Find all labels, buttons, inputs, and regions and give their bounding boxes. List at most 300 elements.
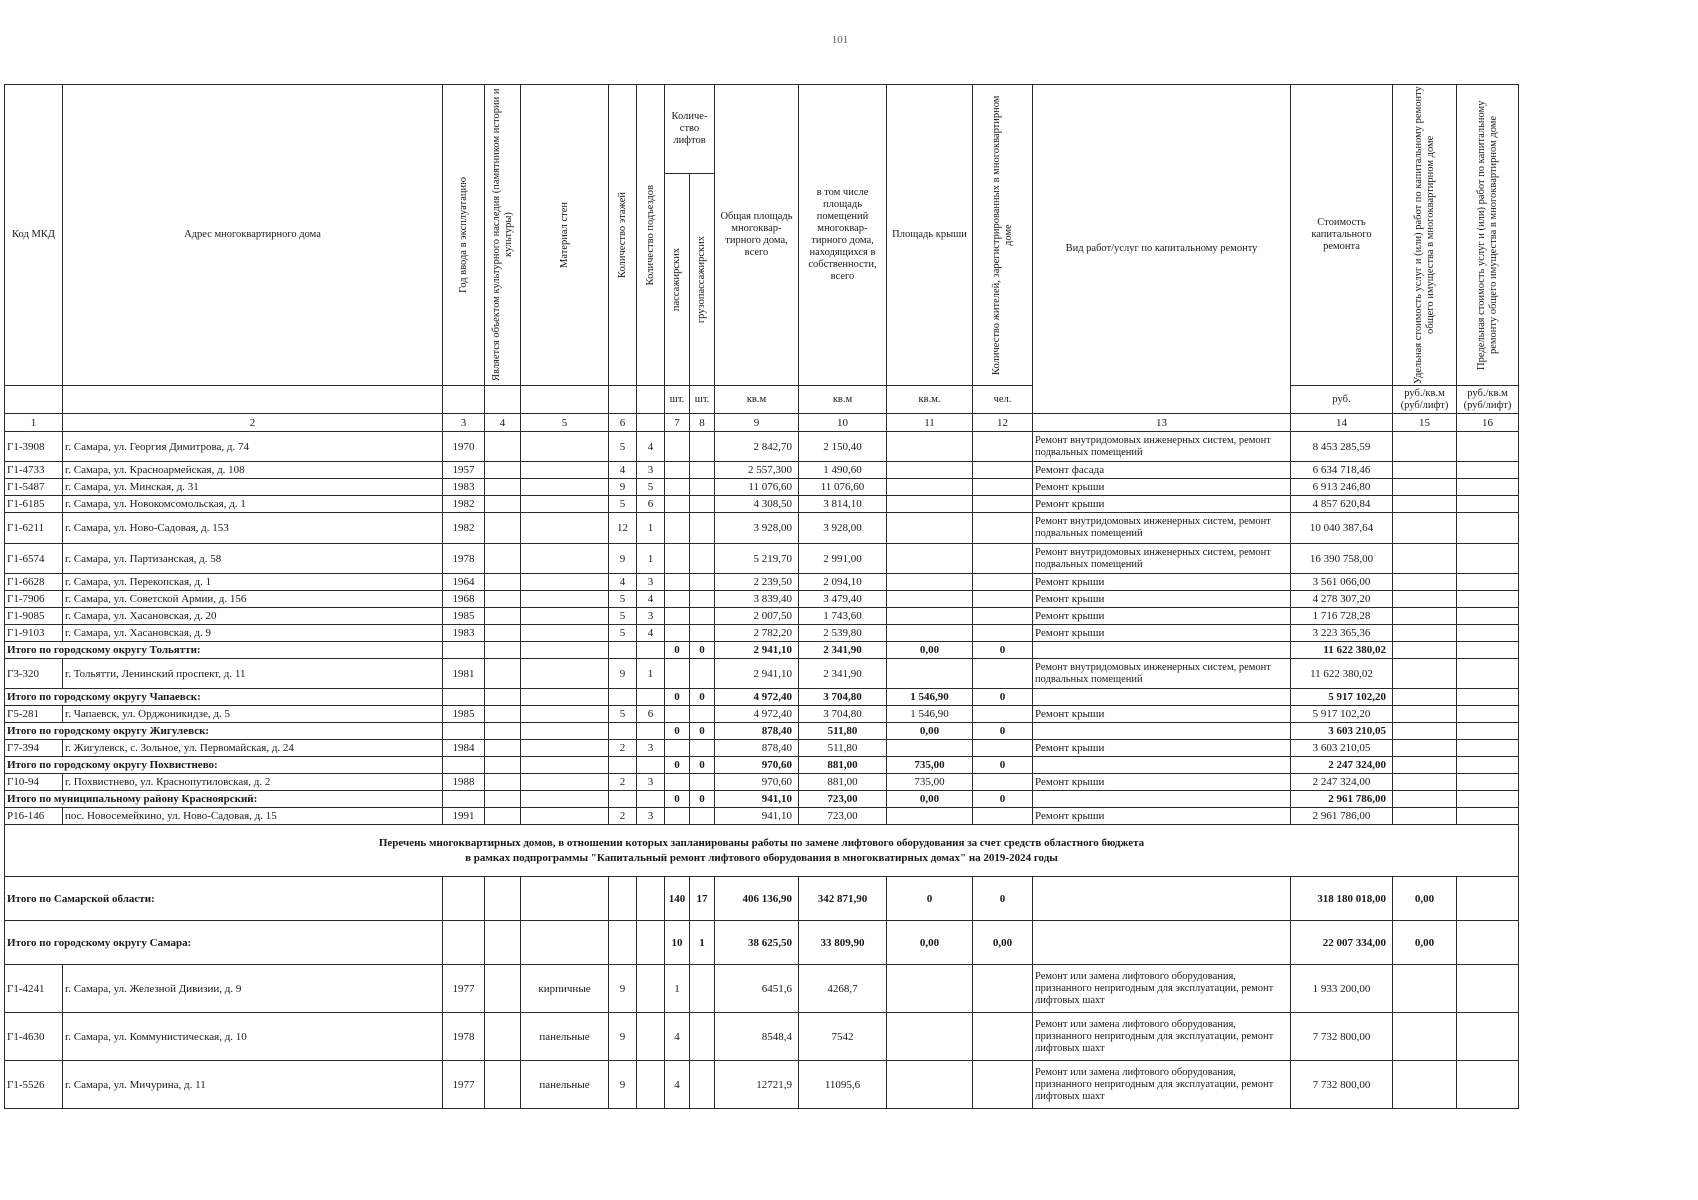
cell-total-area: 12721,9 (715, 1061, 799, 1109)
total-area: 941,10 (715, 791, 799, 808)
cell-owned-area: 1 743,60 (799, 608, 887, 625)
cell-owned-area: 7542 (799, 1013, 887, 1061)
cell-work-type: Ремонт крыши (1033, 774, 1291, 791)
cell-passenger (665, 462, 690, 479)
table-cell (1457, 965, 1519, 1013)
total-passenger: 0 (665, 642, 690, 659)
cell-passenger (665, 544, 690, 574)
cell-total-area: 5 219,70 (715, 544, 799, 574)
table-cell (485, 791, 521, 808)
cell-code: Г1-7906 (5, 591, 63, 608)
page-number: 101 (831, 34, 849, 46)
cell-cost: 3 223 365,36 (1291, 625, 1393, 642)
table-cell (1393, 574, 1457, 591)
cell-code: Г1-9085 (5, 608, 63, 625)
cell-passenger (665, 808, 690, 825)
unit-sqm: кв.м (715, 386, 799, 414)
total-cost: 318 180 018,00 (1291, 877, 1393, 921)
cell-cost: 4 857 620,84 (1291, 496, 1393, 513)
cell-material (521, 479, 609, 496)
section-title-line: Перечень многоквартирных домов, в отношении которых запланированы работы по замене лифтового оборудования за счет средств областного бюджета (378, 836, 1145, 849)
table-cell (1393, 544, 1457, 574)
cell-floors: 4 (609, 574, 637, 591)
cell-cost: 2 961 786,00 (1291, 808, 1393, 825)
cell-passenger: 4 (665, 1061, 690, 1109)
table-cell (690, 808, 715, 825)
table-cell (1393, 1013, 1457, 1061)
table-cell (485, 513, 521, 544)
total-label: Итого по городскому округу Жигулевск: (5, 723, 443, 740)
table-cell (521, 757, 609, 774)
total-freight: 0 (690, 642, 715, 659)
table-cell (1393, 591, 1457, 608)
table-row (5, 706, 1519, 723)
total-residents: 0 (973, 689, 1033, 706)
column-numbers-row (5, 414, 1519, 432)
table-cell (690, 479, 715, 496)
cell-work-type: Ремонт внутридомовых инженерных систем, ремонт подвальных помещений (1033, 513, 1291, 544)
table-cell (690, 544, 715, 574)
table-cell (485, 591, 521, 608)
cell-work-type: Ремонт внутридомовых инженерных систем, ремонт подвальных помещений (1033, 659, 1291, 689)
cell-year: 1983 (443, 625, 485, 642)
total-area: 970,60 (715, 757, 799, 774)
table-cell (521, 921, 609, 965)
table-cell (521, 723, 609, 740)
table-cell (1457, 625, 1519, 642)
cell-floors: 5 (609, 432, 637, 462)
total-unit-cost (1393, 723, 1457, 740)
table-cell (1457, 808, 1519, 825)
cell-owned-area: 3 704,80 (799, 706, 887, 723)
cell-material (521, 591, 609, 608)
total-roof-area: 0,00 (887, 723, 973, 740)
cell-year: 1957 (443, 462, 485, 479)
cell-floors: 2 (609, 774, 637, 791)
cell-roof-area (887, 1061, 973, 1109)
column-number: 2 (63, 414, 443, 432)
table-cell (1457, 496, 1519, 513)
total-cost: 2 961 786,00 (1291, 791, 1393, 808)
total-residents: 0 (973, 791, 1033, 808)
table-cell (1457, 1013, 1519, 1061)
table-cell (1457, 544, 1519, 574)
cell-year: 1982 (443, 513, 485, 544)
cell-passenger (665, 496, 690, 513)
cell-entrances: 1 (637, 544, 665, 574)
cell-roof-area (887, 965, 973, 1013)
cell-work-type: Ремонт крыши (1033, 479, 1291, 496)
cell-entrances: 3 (637, 808, 665, 825)
total-owned-area: 881,00 (799, 757, 887, 774)
cell-cost: 5 917 102,20 (1291, 706, 1393, 723)
total-unit-cost (1393, 757, 1457, 774)
cell-cost: 11 622 380,02 (1291, 659, 1393, 689)
cell-year: 1977 (443, 965, 485, 1013)
cell-work-type: Ремонт крыши (1033, 608, 1291, 625)
table-cell (609, 921, 637, 965)
total-area: 4 972,40 (715, 689, 799, 706)
table-cell (485, 659, 521, 689)
header-owned-area: в том числе площадь помещений многоквар-тирного дома, находящихся в собственности, всего (799, 85, 887, 386)
cell-owned-area: 2 094,10 (799, 574, 887, 591)
cell-address: г. Тольятти, Ленинский проспект, д. 11 (63, 659, 443, 689)
cell-cost: 4 278 307,20 (1291, 591, 1393, 608)
unit-pcs: шт. (665, 386, 690, 414)
total-label: Итого по городскому округу Самара: (5, 921, 443, 965)
table-cell (637, 723, 665, 740)
cell-year: 1984 (443, 740, 485, 757)
table-cell (1457, 740, 1519, 757)
cell-floors: 9 (609, 659, 637, 689)
total-owned-area: 3 704,80 (799, 689, 887, 706)
cell-material (521, 574, 609, 591)
column-number: 11 (887, 414, 973, 432)
cell-floors: 9 (609, 479, 637, 496)
cell-work-type: Ремонт крыши (1033, 808, 1291, 825)
table-cell (485, 808, 521, 825)
cell-material: кирпичные (521, 965, 609, 1013)
table-cell (637, 921, 665, 965)
total-row (5, 689, 1519, 706)
cell-work-type: Ремонт крыши (1033, 706, 1291, 723)
total-passenger: 0 (665, 791, 690, 808)
table-cell (690, 740, 715, 757)
total-roof-area: 0 (887, 877, 973, 921)
cell-floors: 2 (609, 740, 637, 757)
cell-work-type: Ремонт крыши (1033, 625, 1291, 642)
table-cell (973, 965, 1033, 1013)
cell-address: г. Самара, ул. Новокомсомольская, д. 1 (63, 496, 443, 513)
cell-owned-area: 881,00 (799, 774, 887, 791)
total-label: Итого по городскому округу Тольятти: (5, 642, 443, 659)
cell-owned-area: 1 490,60 (799, 462, 887, 479)
cell-code: Г1-4630 (5, 1013, 63, 1061)
header-freight: грузопассажирских (690, 173, 715, 385)
cell-code: Г3-320 (5, 659, 63, 689)
table-cell (443, 791, 485, 808)
section-title-line: в рамках подпрограммы "Капитальный ремонт лифтового оборудования в многокватирных домах" на 2019-2024 годы (465, 851, 1058, 864)
cell-address: г. Самара, ул. Минская, д. 31 (63, 479, 443, 496)
table-cell (485, 1061, 521, 1109)
cell-entrances: 3 (637, 740, 665, 757)
table-cell (973, 462, 1033, 479)
cell-code: Г1-6574 (5, 544, 63, 574)
cell-owned-area: 3 814,10 (799, 496, 887, 513)
cell-floors: 5 (609, 591, 637, 608)
table-cell (690, 574, 715, 591)
section-title (5, 825, 1519, 877)
cell-total-area: 4 308,50 (715, 496, 799, 513)
total-row (5, 757, 1519, 774)
cell-entrances: 6 (637, 496, 665, 513)
table-cell (690, 965, 715, 1013)
total-row (5, 723, 1519, 740)
cell-owned-area: 723,00 (799, 808, 887, 825)
units-row (5, 386, 1519, 414)
total-label: Итого по городскому округу Чапаевск: (5, 689, 443, 706)
cell-work-type: Ремонт крыши (1033, 574, 1291, 591)
header-lifts: Количе-ство лифтов (665, 85, 715, 174)
cell-year: 1985 (443, 608, 485, 625)
table-cell (973, 659, 1033, 689)
cell-material (521, 740, 609, 757)
header-roof-area: Площадь крыши (887, 85, 973, 386)
total-roof-area: 1 546,90 (887, 689, 973, 706)
table-cell (637, 689, 665, 706)
cell-work-type: Ремонт крыши (1033, 740, 1291, 757)
table-row (5, 574, 1519, 591)
table-cell (521, 877, 609, 921)
table-cell (1457, 574, 1519, 591)
table-cell (1393, 740, 1457, 757)
cell-roof-area (887, 479, 973, 496)
total-area: 406 136,90 (715, 877, 799, 921)
cell-year: 1991 (443, 808, 485, 825)
cell-passenger (665, 740, 690, 757)
table-cell (443, 921, 485, 965)
table-cell (973, 706, 1033, 723)
cell-code: Г1-4241 (5, 965, 63, 1013)
table-cell (485, 689, 521, 706)
cell-work-type: Ремонт внутридомовых инженерных систем, ремонт подвальных помещений (1033, 432, 1291, 462)
cell-year: 1988 (443, 774, 485, 791)
cell-address: г. Самара, ул. Мичурина, д. 11 (63, 1061, 443, 1109)
column-number: 15 (1393, 414, 1457, 432)
table-cell (973, 544, 1033, 574)
cell-roof-area (887, 1013, 973, 1061)
table-cell (1457, 462, 1519, 479)
table-cell (1033, 921, 1291, 965)
cell-entrances (637, 1013, 665, 1061)
table-cell (1457, 921, 1519, 965)
table-row (5, 462, 1519, 479)
table-cell (690, 513, 715, 544)
total-freight: 0 (690, 689, 715, 706)
cell-roof-area: 1 546,90 (887, 706, 973, 723)
total-passenger: 0 (665, 723, 690, 740)
table-cell (485, 496, 521, 513)
cell-roof-area (887, 496, 973, 513)
total-residents: 0 (973, 723, 1033, 740)
cell-address: г. Самара, ул. Георгия Димитрова, д. 74 (63, 432, 443, 462)
table-cell (1033, 642, 1291, 659)
table-cell (1457, 513, 1519, 544)
table-cell (1457, 591, 1519, 608)
total-freight: 0 (690, 723, 715, 740)
table-cell (443, 689, 485, 706)
total-passenger: 140 (665, 877, 690, 921)
total-row (5, 642, 1519, 659)
table-cell (690, 1061, 715, 1109)
table-cell (1393, 513, 1457, 544)
table-cell (1457, 642, 1519, 659)
cell-roof-area (887, 659, 973, 689)
table-cell (973, 591, 1033, 608)
table-cell (485, 757, 521, 774)
cell-cost: 7 732 800,00 (1291, 1061, 1393, 1109)
table-row (5, 513, 1519, 544)
table-row (5, 659, 1519, 689)
table-cell (690, 432, 715, 462)
cell-work-type: Ремонт или замена лифтового оборудования, признанного непригодным для эксплуатации, ремонт лифтовых шахт (1033, 965, 1291, 1013)
cell-cost: 1 933 200,00 (1291, 965, 1393, 1013)
table-cell (485, 574, 521, 591)
table-cell (485, 642, 521, 659)
table-cell (521, 791, 609, 808)
cell-owned-area: 511,80 (799, 740, 887, 757)
cell-code: Г1-5526 (5, 1061, 63, 1109)
cell-entrances (637, 965, 665, 1013)
cell-total-area: 11 076,60 (715, 479, 799, 496)
total-roof-area: 735,00 (887, 757, 973, 774)
total-owned-area: 2 341,90 (799, 642, 887, 659)
cell-floors: 9 (609, 1013, 637, 1061)
table-cell (443, 723, 485, 740)
cell-passenger (665, 432, 690, 462)
cell-floors: 9 (609, 1061, 637, 1109)
table-cell (1393, 608, 1457, 625)
cell-cost: 6 913 246,80 (1291, 479, 1393, 496)
cell-owned-area: 2 341,90 (799, 659, 887, 689)
cell-total-area: 2 007,50 (715, 608, 799, 625)
cell-address: пос. Новосемейкино, ул. Ново-Садовая, д. 15 (63, 808, 443, 825)
table-cell (973, 574, 1033, 591)
cell-address: г. Чапаевск, ул. Орджоникидзе, д. 5 (63, 706, 443, 723)
table-row (5, 432, 1519, 462)
cell-year: 1978 (443, 1013, 485, 1061)
cell-address: г. Самара, ул. Ново-Садовая, д. 153 (63, 513, 443, 544)
table-cell (973, 740, 1033, 757)
cell-entrances: 3 (637, 774, 665, 791)
total-owned-area: 342 871,90 (799, 877, 887, 921)
table-cell (1457, 877, 1519, 921)
cell-total-area: 878,40 (715, 740, 799, 757)
total-unit-cost (1393, 791, 1457, 808)
total-roof-area: 0,00 (887, 921, 973, 965)
cell-material: панельные (521, 1061, 609, 1109)
total-freight: 1 (690, 921, 715, 965)
total-label: Итого по муниципальному району Красноярский: (5, 791, 443, 808)
column-number: 16 (1457, 414, 1519, 432)
table-cell (1393, 496, 1457, 513)
table-cell (973, 1061, 1033, 1109)
total-area: 878,40 (715, 723, 799, 740)
table-cell (1033, 791, 1291, 808)
total-unit-cost (1393, 689, 1457, 706)
cell-cost: 2 247 324,00 (1291, 774, 1393, 791)
cell-address: г. Похвистнево, ул. Краснопутиловская, д. 2 (63, 774, 443, 791)
cell-roof-area (887, 625, 973, 642)
header-total-area: Общая площадь многоквар-тирного дома, всего (715, 85, 799, 386)
table-row (5, 544, 1519, 574)
column-number: 4 (485, 414, 521, 432)
total-owned-area: 723,00 (799, 791, 887, 808)
cell-material: панельные (521, 1013, 609, 1061)
cell-roof-area (887, 574, 973, 591)
table-cell (1457, 1061, 1519, 1109)
total-residents: 0 (973, 877, 1033, 921)
cell-owned-area: 3 479,40 (799, 591, 887, 608)
cell-passenger (665, 608, 690, 625)
total-label: Итого по городскому округу Похвистнево: (5, 757, 443, 774)
header-code: Код МКД (5, 85, 63, 386)
header-passenger: пассажирских (665, 173, 690, 385)
cell-code: Г7-394 (5, 740, 63, 757)
table-cell (1457, 791, 1519, 808)
cell-passenger (665, 591, 690, 608)
table-cell (973, 1013, 1033, 1061)
cell-address: г. Самара, ул. Железной Дивизии, д. 9 (63, 965, 443, 1013)
cell-material (521, 625, 609, 642)
total-cost: 3 603 210,05 (1291, 723, 1393, 740)
total-cost: 22 007 334,00 (1291, 921, 1393, 965)
unit-rub: руб. (1291, 386, 1393, 414)
table-cell (485, 432, 521, 462)
total-passenger: 0 (665, 689, 690, 706)
cell-year: 1968 (443, 591, 485, 608)
header-heritage: Является объектом культурного наследия (памятником истории и культуры) (485, 85, 521, 386)
cell-code: Г1-6185 (5, 496, 63, 513)
cell-floors: 4 (609, 462, 637, 479)
table-cell (1457, 774, 1519, 791)
cell-total-area: 941,10 (715, 808, 799, 825)
table-row (5, 608, 1519, 625)
table-row (5, 808, 1519, 825)
table-cell (485, 877, 521, 921)
cell-entrances: 5 (637, 479, 665, 496)
unit-sqm: кв.м (799, 386, 887, 414)
table-cell (1457, 689, 1519, 706)
header-limit-cost: Предельная стоимость услуг и (или) работ по капитальному ремонту общего имущества в многоквартирном доме (1457, 85, 1519, 386)
table-cell (485, 740, 521, 757)
table-cell (973, 432, 1033, 462)
cell-passenger (665, 659, 690, 689)
cell-material (521, 808, 609, 825)
cell-floors: 9 (609, 544, 637, 574)
table-cell (1457, 608, 1519, 625)
cell-work-type: Ремонт фасада (1033, 462, 1291, 479)
cell-floors: 5 (609, 496, 637, 513)
cell-code: Г1-6628 (5, 574, 63, 591)
cell-entrances: 4 (637, 432, 665, 462)
cell-address: г. Самара, ул. Советской Армии, д. 156 (63, 591, 443, 608)
section-title-row (5, 825, 1519, 877)
cell-total-area: 3 839,40 (715, 591, 799, 608)
cell-roof-area (887, 432, 973, 462)
header-material: Материал стен (521, 85, 609, 386)
cell-owned-area: 11 076,60 (799, 479, 887, 496)
table-cell (637, 791, 665, 808)
cell-material (521, 706, 609, 723)
cell-cost: 8 453 285,59 (1291, 432, 1393, 462)
cell-work-type: Ремонт крыши (1033, 591, 1291, 608)
cell-work-type: Ремонт или замена лифтового оборудования, признанного непригодным для эксплуатации, ремонт лифтовых шахт (1033, 1061, 1291, 1109)
cell-cost: 6 634 718,46 (1291, 462, 1393, 479)
cell-address: г. Самара, ул. Хасановская, д. 20 (63, 608, 443, 625)
column-number: 7 (665, 414, 690, 432)
table-cell (1033, 757, 1291, 774)
cell-passenger (665, 574, 690, 591)
table-cell (1393, 432, 1457, 462)
table-cell (690, 496, 715, 513)
cell-address: г. Жигулевск, с. Зольное, ул. Первомайская, д. 24 (63, 740, 443, 757)
cell-address: г. Самара, ул. Коммунистическая, д. 10 (63, 1013, 443, 1061)
table-cell (609, 723, 637, 740)
table-cell (1393, 808, 1457, 825)
cell-passenger (665, 513, 690, 544)
column-number: 3 (443, 414, 485, 432)
